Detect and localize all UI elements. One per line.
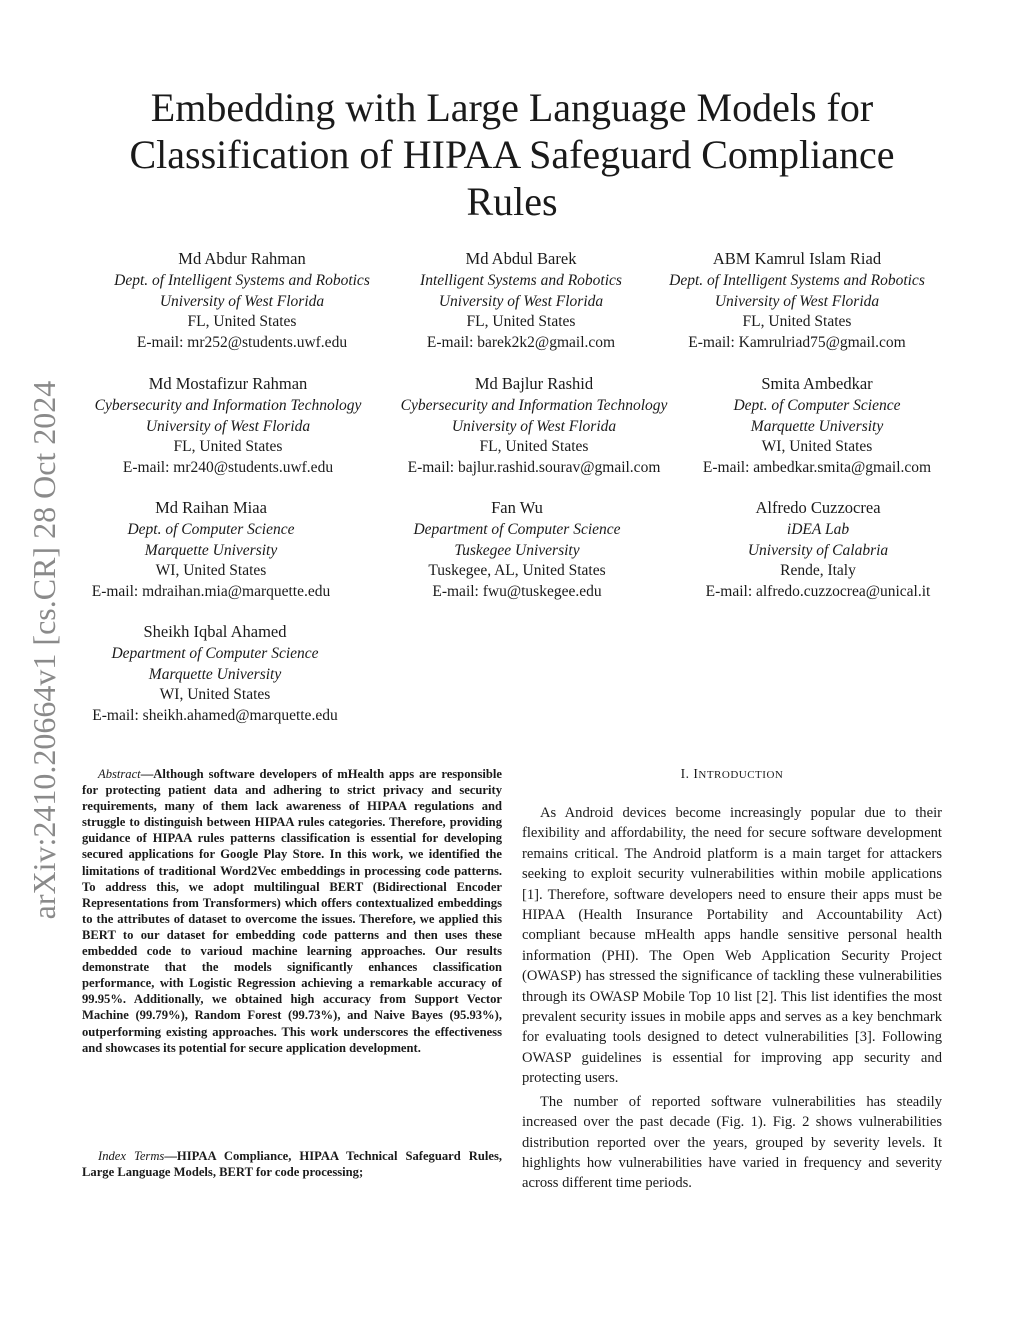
index-terms-label: Index Terms: [98, 1149, 165, 1163]
author-name: Smita Ambedkar: [761, 374, 873, 393]
author-email: E-mail: barek2k2@gmail.com: [426, 334, 616, 352]
author-university: Marquette University: [750, 417, 884, 435]
section-heading-introduction: [522, 766, 942, 783]
author-department: Department of Computer Science: [111, 644, 319, 662]
author-block: [657, 374, 977, 479]
author-email: E-mail: mdraihan.mia@marquette.edu: [91, 583, 331, 601]
author-name: Md Abdul Barek: [465, 249, 577, 268]
author-email: E-mail: Kamrulriad75@gmail.com: [688, 334, 906, 352]
author-name: Md Abdur Rahman: [178, 249, 306, 268]
author-university: University of West Florida: [159, 292, 325, 310]
author-location: FL, United States: [742, 313, 852, 331]
author-university: Marquette University: [144, 541, 278, 559]
index-terms: [82, 1148, 502, 1180]
author-name: Alfredo Cuzzocrea: [755, 498, 881, 517]
author-university: Marquette University: [148, 665, 282, 683]
author-block: [357, 498, 677, 603]
author-block: [361, 249, 681, 354]
abstract-label: Abstract: [98, 767, 141, 781]
section-title: NTRODUCTION: [698, 769, 784, 781]
author-location: FL, United States: [479, 438, 589, 456]
author-department: Dept. of Intelligent Systems and Robotics: [114, 271, 370, 289]
author-email: E-mail: sheikh.ahamed@marquette.edu: [92, 707, 338, 725]
author-name: Md Mostafizur Rahman: [148, 374, 308, 393]
author-email: E-mail: alfredo.cuzzocrea@unical.it: [705, 583, 931, 601]
author-university: University of West Florida: [451, 417, 617, 435]
intro-paragraph-2: The number of reported software vulnerabilities has steadily increased over the past decade (Fig. 1). Fig. 2 shows vulnerabilities distribution reported over the years, grouped by severity levels. It highlights how vulnerabilities have varied in frequency and severity across different time periods.: [522, 1093, 942, 1192]
author-location: Rende, Italy: [780, 562, 856, 580]
author-department: Cybersecurity and Information Technology: [400, 396, 668, 414]
author-university: University of West Florida: [714, 292, 880, 310]
author-location: FL, United States: [466, 313, 576, 331]
author-name: Md Raihan Miaa: [155, 498, 267, 517]
author-department: Dept. of Computer Science: [733, 396, 901, 414]
introduction-body: [522, 803, 942, 1197]
author-department: Dept. of Computer Science: [127, 520, 295, 538]
author-block: [82, 249, 402, 354]
author-email: E-mail: fwu@tuskegee.edu: [432, 583, 602, 601]
author-department: Department of Computer Science: [413, 520, 621, 538]
author-block: [658, 498, 978, 603]
author-department: iDEA Lab: [786, 520, 850, 538]
author-department: Intelligent Systems and Robotics: [420, 271, 622, 289]
author-university: Tuskegee University: [454, 541, 580, 559]
author-name: Fan Wu: [491, 498, 543, 517]
author-name: ABM Kamrul Islam Riad: [712, 249, 882, 268]
author-email: E-mail: bajlur.rashid.sourav@gmail.com: [407, 459, 661, 477]
author-university: University of Calabria: [747, 541, 889, 559]
author-email: E-mail: mr240@students.uwf.edu: [122, 459, 334, 477]
author-university: University of West Florida: [438, 292, 604, 310]
author-location: WI, United States: [155, 562, 267, 580]
index-terms-text: —HIPAA Compliance, HIPAA Technical Safeguard Rules, Large Language Models, BERT for code processing;: [82, 1149, 502, 1180]
intro-paragraph-1: As Android devices become increasingly popular due to their flexibility and affordability, the need for secure software development remains critical. The Android platform is a main target for attackers seeking to exploit security vulnerabilities within mobile applications [1]. Therefore, software developers need to ensure their apps must be HIPAA (Health Insurance Portability and Accountability Act) compliant because mHealth apps handle sensitive personal health information (PHI). The Open Web Application Security Project (OWASP) has stressed the significance of tackling these vulnerabilities through its OWASP Mobile Top 10 list [2]. This list identifies the most prevalent security issues in mobile apps and serves as a key benchmark for evaluating tools designed to detect vulnerabilities [3]. Following OWASP guidelines is essential for improving app security and protecting users.: [522, 805, 942, 1087]
author-location: WI, United States: [761, 438, 873, 456]
author-name: Sheikh Iqbal Ahamed: [143, 622, 287, 641]
arxiv-identifier: arXiv:2410.20664v1 [cs.CR] 28 Oct 2024: [26, 380, 62, 920]
author-block: [68, 374, 388, 479]
author-department: Cybersecurity and Information Technology: [94, 396, 362, 414]
author-email: E-mail: ambedkar.smita@gmail.com: [702, 459, 932, 477]
author-department: Dept. of Intelligent Systems and Robotics: [669, 271, 925, 289]
section-number: I. I: [680, 766, 699, 781]
abstract: [82, 766, 502, 1056]
abstract-text: —Although software developers of mHealth apps are responsible for protecting patient data and adhering to strict privacy and security requirements, many of them lack awareness of HIPAA regulations and struggle to distinguish between HIPAA rules categories. Therefore, providing guidance of HIPAA rules patterns classification is essential for developing secured applications for Google Play Store. In this work, we identified the limitations of traditional Word2Vec embeddings in processing code patterns. To address this, we adopt multilingual BERT (Bidirectional Encoder Representations from Transformers) which offers contextualized embeddings to the attributes of dataset to overcome the issues. Therefore, we applied this BERT to our dataset for embedding code patterns and then uses these embedded code to varioud machine learning approaches. Our results demonstrate that the models significantly enhances classification performance, with Logistic Regression achieving a remarkable accuracy of 99.95%. Additionally, we obtained high accuracy from Support Vector Machine (99.79%), Random Forest (99.73%), and Naive Bayes (95.93%), outperforming existing approaches. This work underscores the effectiveness and showcases its potential for secure application development.: [82, 767, 502, 1055]
author-location: WI, United States: [159, 686, 271, 704]
author-university: University of West Florida: [145, 417, 311, 435]
author-block: [55, 622, 375, 727]
author-location: FL, United States: [173, 438, 283, 456]
author-block: [374, 374, 694, 479]
author-location: FL, United States: [187, 313, 297, 331]
author-location: Tuskegee, AL, United States: [428, 562, 606, 580]
paper-title: Embedding with Large Language Models for Classification of HIPAA Safeguard Compliance Rules: [129, 85, 895, 224]
author-email: E-mail: mr252@students.uwf.edu: [136, 334, 348, 352]
author-name: Md Bajlur Rashid: [474, 374, 594, 393]
author-block: [637, 249, 957, 354]
author-block: [51, 498, 371, 603]
